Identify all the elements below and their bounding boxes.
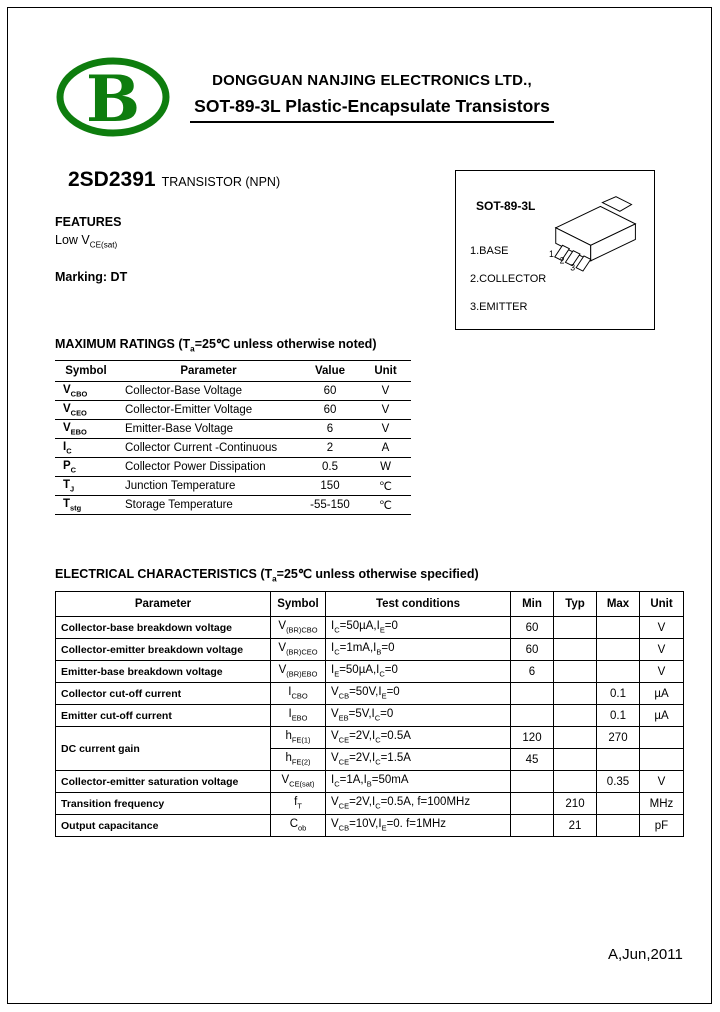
cell-max	[597, 815, 640, 837]
cell-min: 60	[511, 639, 554, 661]
pin-label-base: 1.BASE	[470, 245, 509, 257]
cell-unit: ℃	[360, 477, 411, 496]
column-header-symbol: Symbol	[55, 361, 117, 382]
lead-number-3: 3	[570, 262, 576, 273]
package-name: SOT-89-3L	[476, 199, 536, 213]
cell-symbol: $V_{(BR)CEO}$	[271, 639, 326, 661]
cell-unit: MHz	[640, 793, 684, 815]
electrical-characteristics-heading: ELECTRICAL CHARACTERISTICS ($T_a=25℃$ unless otherwise specified)	[55, 567, 479, 584]
cell-unit	[640, 727, 684, 749]
cell-unit: A	[360, 439, 411, 458]
cell-conditions: $V_{CE}=2V,I_C=1.5A$	[326, 749, 511, 771]
package-drawing	[542, 187, 654, 289]
cell-parameter: Transition frequency	[56, 793, 271, 815]
ratings-row	[55, 496, 411, 515]
cell-value: 0.5	[300, 458, 360, 477]
electrical-row	[56, 683, 684, 705]
cell-symbol: $h_{FE(2)}$	[271, 749, 326, 771]
cell-unit: µA	[640, 683, 684, 705]
cell-value: 60	[300, 382, 360, 401]
cell-typ	[554, 683, 597, 705]
cell-typ	[554, 661, 597, 683]
cell-conditions: $V_{EB}=5V,I_C=0$	[326, 705, 511, 727]
cell-symbol: $T_{stg}$	[55, 496, 117, 515]
cell-parameter: Collector-Emitter Voltage	[117, 401, 300, 420]
cell-unit: ℃	[360, 496, 411, 515]
lead-number-2: 2	[559, 255, 565, 266]
cell-symbol: $V_{(BR)EBO}$	[271, 661, 326, 683]
marking-text: Marking: DT	[55, 270, 128, 284]
cell-parameter: Output capacitance	[56, 815, 271, 837]
electrical-row	[56, 815, 684, 837]
cell-unit: V	[360, 401, 411, 420]
cell-max	[597, 639, 640, 661]
part-number: 2SD2391	[68, 168, 156, 191]
cell-parameter: Emitter-base breakdown voltage	[56, 661, 271, 683]
cell-unit: V	[640, 639, 684, 661]
cell-max	[597, 749, 640, 771]
column-header-parameter: Parameter	[56, 592, 271, 617]
cell-value: 2	[300, 439, 360, 458]
cell-min	[511, 705, 554, 727]
cell-max: 0.1	[597, 683, 640, 705]
cell-symbol: $I_C$	[55, 439, 117, 458]
package-diagram-box	[455, 170, 655, 330]
cell-max	[597, 793, 640, 815]
cell-parameter: Collector cut-off current	[56, 683, 271, 705]
electrical-row	[56, 639, 684, 661]
cell-min: 45	[511, 749, 554, 771]
cell-typ: 210	[554, 793, 597, 815]
cell-unit: V	[360, 420, 411, 439]
pin-label-collector: 2.COLLECTOR	[470, 273, 547, 285]
cell-typ	[554, 705, 597, 727]
column-header-unit: Unit	[360, 361, 411, 382]
cell-unit: V	[640, 771, 684, 793]
cell-parameter: DC current gain	[56, 727, 271, 771]
cell-symbol: $V_{(BR)CBO}$	[271, 617, 326, 639]
maximum-ratings-heading: MAXIMUM RATINGS ($T_a=25℃$ unless otherwise noted)	[55, 337, 377, 354]
cell-typ	[554, 771, 597, 793]
cell-parameter: Junction Temperature	[117, 477, 300, 496]
cell-min: 60	[511, 617, 554, 639]
header	[186, 72, 558, 123]
cell-typ: 21	[554, 815, 597, 837]
cell-symbol: $P_C$	[55, 458, 117, 477]
cell-typ	[554, 727, 597, 749]
cell-symbol: $C_{ob}$	[271, 815, 326, 837]
cell-symbol: $h_{FE(1)}$	[271, 727, 326, 749]
cell-symbol: $V_{CBO}$	[55, 382, 117, 401]
cell-symbol: $I_{EBO}$	[271, 705, 326, 727]
cell-min	[511, 771, 554, 793]
electrical-characteristics-table	[55, 591, 684, 837]
cell-parameter: Collector-emitter saturation voltage	[56, 771, 271, 793]
cell-conditions: $V_{CE}=2V,I_C=0.5A$	[326, 727, 511, 749]
cell-conditions: $I_E=50\mu A,I_C=0$	[326, 661, 511, 683]
cell-min: 120	[511, 727, 554, 749]
electrical-row	[56, 661, 684, 683]
ratings-row	[55, 382, 411, 401]
cell-min	[511, 793, 554, 815]
cell-value: -55-150	[300, 496, 360, 515]
ratings-row	[55, 420, 411, 439]
column-header-typ: Typ	[554, 592, 597, 617]
cell-typ	[554, 617, 597, 639]
cell-value: 6	[300, 420, 360, 439]
cell-conditions: $V_{CE}=2V,I_C=0.5A$, f=100MHz	[326, 793, 511, 815]
cell-max: 270	[597, 727, 640, 749]
ratings-header-row	[55, 361, 411, 382]
cell-symbol: $T_J$	[55, 477, 117, 496]
package-lead-3	[576, 256, 591, 271]
document-title: SOT-89-3L Plastic-Encapsulate Transistors	[190, 96, 554, 123]
cell-symbol: $V_{CEO}$	[55, 401, 117, 420]
electrical-row	[56, 617, 684, 639]
cell-unit: V	[360, 382, 411, 401]
ratings-row	[55, 458, 411, 477]
electrical-row	[56, 771, 684, 793]
part-title-line	[68, 168, 280, 192]
cell-symbol: $V_{CE(sat)}$	[271, 771, 326, 793]
company-name: DONGGUAN NANJING ELECTRONICS LTD.,	[212, 72, 532, 89]
cell-parameter: Collector Current -Continuous	[117, 439, 300, 458]
cell-max: 0.1	[597, 705, 640, 727]
cell-unit: µA	[640, 705, 684, 727]
cell-unit: pF	[640, 815, 684, 837]
ratings-row	[55, 401, 411, 420]
cell-unit: W	[360, 458, 411, 477]
column-header-min: Min	[511, 592, 554, 617]
cell-conditions: $I_C=50\mu A,I_E=0$	[326, 617, 511, 639]
electrical-header-row	[56, 592, 684, 617]
column-header-test-conditions: Test conditions	[326, 592, 511, 617]
cell-min	[511, 683, 554, 705]
footer-date: A,Jun,2011	[608, 946, 683, 963]
cell-parameter: Storage Temperature	[117, 496, 300, 515]
cell-parameter: Emitter cut-off current	[56, 705, 271, 727]
column-header-max: Max	[597, 592, 640, 617]
cell-conditions: $I_C=1A,I_B=50mA$	[326, 771, 511, 793]
electrical-row	[56, 793, 684, 815]
cell-min: 6	[511, 661, 554, 683]
cell-parameter: Collector-emitter breakdown voltage	[56, 639, 271, 661]
column-header-parameter: Parameter	[117, 361, 300, 382]
cell-value: 60	[300, 401, 360, 420]
cell-conditions: $I_C=1mA,I_B=0$	[326, 639, 511, 661]
cell-parameter: Collector-base breakdown voltage	[56, 617, 271, 639]
cell-conditions: $V_{CB}=10V,I_E=0$. f=1MHz	[326, 815, 511, 837]
cell-max	[597, 617, 640, 639]
ratings-row	[55, 477, 411, 496]
cell-unit	[640, 749, 684, 771]
cell-typ	[554, 639, 597, 661]
ratings-row	[55, 439, 411, 458]
electrical-row	[56, 705, 684, 727]
cell-symbol: $I_{CBO}$	[271, 683, 326, 705]
cell-parameter: Emitter-Base Voltage	[117, 420, 300, 439]
cell-unit: V	[640, 661, 684, 683]
cell-typ	[554, 749, 597, 771]
column-header-value: Value	[300, 361, 360, 382]
cell-min	[511, 815, 554, 837]
cell-parameter: Collector Power Dissipation	[117, 458, 300, 477]
cell-value: 150	[300, 477, 360, 496]
cell-symbol: $V_{EBO}$	[55, 420, 117, 439]
cell-symbol: $f_T$	[271, 793, 326, 815]
cell-parameter: Collector-Base Voltage	[117, 382, 300, 401]
features-heading: FEATURES	[55, 215, 122, 229]
maximum-ratings-table	[55, 360, 411, 515]
lead-number-1: 1	[548, 248, 554, 259]
column-header-unit: Unit	[640, 592, 684, 617]
cell-max: 0.35	[597, 771, 640, 793]
cell-max	[597, 661, 640, 683]
column-header-symbol: Symbol	[271, 592, 326, 617]
company-logo	[56, 56, 170, 138]
cell-conditions: $V_{CB}=50V,I_E=0$	[326, 683, 511, 705]
device-type: TRANSISTOR (NPN)	[161, 175, 281, 189]
pin-label-emitter: 3.EMITTER	[470, 301, 528, 313]
logo-letter: B	[85, 62, 141, 137]
feature-item: Low $V_{CE(sat)}$	[55, 233, 118, 250]
cell-unit: V	[640, 617, 684, 639]
electrical-row	[56, 727, 684, 749]
